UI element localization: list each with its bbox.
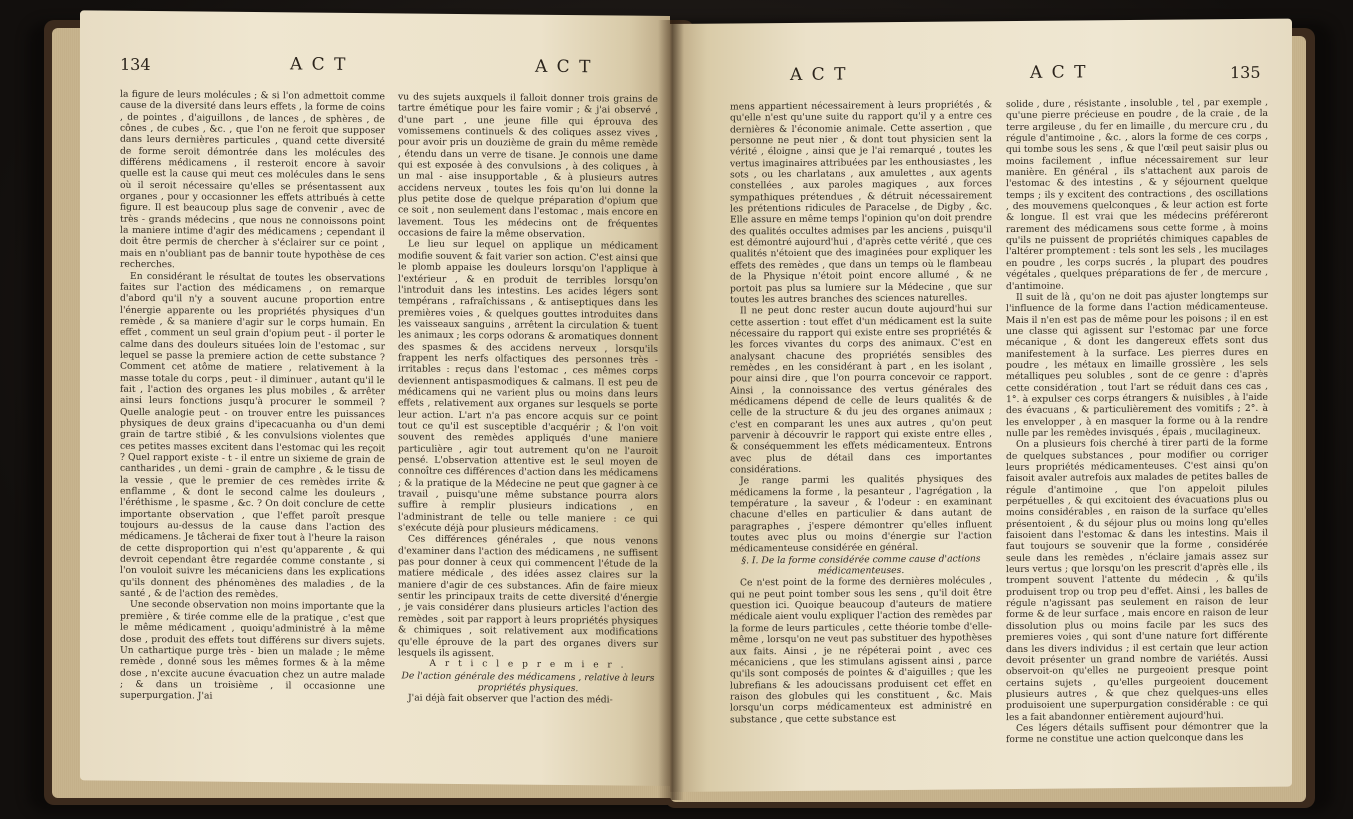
paragraph: mens appartient nécessairement à leurs propriétés , & qu'elle n'est qu'une suite du rapport qu'il y a entre ces dernières & l'économie animale. Cette assertion , que personne ne peut nier , & dont tout physicien sent la vérité , éloigne , ainsi que je l'ai remarqué , toutes les vertus imaginaires attribuées par les enthousiastes , les sots , ou les charlatans , aux amulettes , aux agents constellées , aux paroles magiques , aux forces sympathiques prétendues , & détruit nécessairement les prétentions ridicules de Paracelse , de Digby , &c. Elle assure en même temps l'opinion qu'on doit prendre des qualités occultes admises par les anciens , puisqu'il est démontré aujourd'hui , d'après cette vérité , que ces qualités n'étoient que des imaginées pour expliquer les effets des remèdes , que dans un temps où le flambeau de la Physique n'étoit point encore allumé , & ne portoit pas plus sa lumiere sur la Médecine , que sur toutes les autres branches des sciences naturelles. (730, 99, 992, 306)
text-column-right-2 (1006, 97, 1268, 746)
paragraph: Le lieu sur lequel on applique un médicament modifie souvent & fait varier son action. C'est ainsi que le plomb appaise les douleurs lorsqu'on l'applique à l'extérieur , & en produit de terribles lorsqu'on l'introduit dans les intestins. Les acides légers sont tempérans , rafraîchissans , & antiseptiques dans les premières voies , & quelques gouttes introduites dans les vaisseaux sanguins , arrêtent la circulation & tuent les animaux ; les corps odorans & aromatiques donnent des spasmes & des accidens nerveux , lorsqu'ils frappent les nerfs olfactiques des personnes très - irritables : reçus dans l'estomac , ces mêmes corps deviennent antispasmodiques & calmans. Il est peu de médicamens qui ne varient plus ou moins dans leurs effets , relativement aux organes sur lesquels se porte leur action. L'art n'a pas encore acquis sur ce point tout ce qu'il est susceptible d'acquérir ; & l'on voit souvent des remèdes appliqués d'une maniere particulière , agir tout autrement qu'on ne l'auroit pensé. L'observation attentive est le seul moyen de connoître ces différences d'action dans les médicamens ; & la pratique de la Médecine ne peut que gagner à ce travail , puisqu'une même substance pourra alors suffire à remplir plusieurs indications , en l'administrant de telle ou telle maniere : ce qui s'exécute déjà pour plusieurs médicamens. (398, 238, 659, 536)
paragraph: On a plusieurs fois cherché à tirer parti de la forme de quelques substances , pour modifier ou corriger leurs propriétés médicamenteuses. C'est ainsi qu'on faisoit avaler autrefois aux malades de petites balles de régule d'antimoine , que l'on appeloit pilules perpétuelles , & qui excitoient des évacuations plus ou moins considérables , en raison de la surface qu'elles présentoient , & du séjour plus ou moins long qu'elles faisoient dans l'estomac & dans les intestins. Mais il faut toujours se souvenir que la forme , considérée seule dans les remèdes , n'éclaire jamais assez sur leurs vertus ; que lorsqu'on les prescrit d'après elle , ils trompent souvent l'attente du médecin , & qu'ils produisent trop ou trop peu d'effet. Ainsi , les balles de régule n'agissant pas seulement en raison de leur forme & de leur surface , mais encore en raison de leur dissolution plus ou moins facile par les sucs des premieres voies , qui sont d'une nature fort différente dans les divers individus ; il est certain que leur action devoit présenter un grand nombre de variétés. Aussi observoit-on qu'elles ne purgeoient presque point certains sujets , qu'elles purgeoient doucement plusieurs autres , & que chez quelques-uns elles produisoient une superpurgation considérable : ce qui les a fait abandonner entièrement aujourd'hui. (1006, 437, 1268, 723)
paragraph: vu des sujets auxquels il falloit donner trois grains de tartre émétique pour les faire vomir ; & j'ai observé , d'une part , une jeune fille qui éprouva des vomissemens continuels & des coliques assez vives , pour avoir pris un douzième de grain du même remède , étendu dans un verre de tisane. Je connois une dame qui est exposée à des convulsions , à des coliques , à un mal - aise insupportable , & à plusieurs autres accidens nerveux , toutes les fois qu'on lui donne la plus petite dose de quelque préparation d'opium que ce soit , non seulement dans l'estomac , mais encore en lavement. Tous les médecins ont de fréquentes occasions de faire la même observation. (398, 91, 658, 241)
book-gutter (658, 20, 684, 800)
paragraph: Ces légers détails suffisent pour démontrer que la forme ne constitue une action quelconque dans les (1006, 720, 1268, 746)
paragraph: la figure de leurs molécules ; & si l'on admettoit comme cause de la diversité dans leurs effets , la forme de coins , de pointes , d'aiguillons , de lances , de sphères , de cônes , de cubes , &c. , que l'on ne feroit que supposer dans leurs dernières particules , quand cette diversité de forme seroit démontrée dans les molécules des différens médicamens , il resteroit encore à savoir quelle est la cause qui meut ces molécules dans le sens où il seroit nécessaire qu'elles se présentassent aux organes , pour y occasionner les effets attribués à cette figure. Il est beaucoup plus sage de convenir , avec de très - grands médecins , que nous ne connoissons point la maniere intime d'agir des médicamens ; cependant il doit être permis de chercher à s'éclairer sur ce point , mais en n'oubliant pas de bannir toute hypothèse de ces recherches. (120, 88, 385, 271)
running-header-left-col2: A C T (535, 56, 593, 78)
running-header-left: A C T (290, 54, 348, 75)
paragraph: Il suit de là , qu'on ne doit pas ajuster longtemps sur l'influence de la forme dans l'action médicamenteuse. Mais il n'en est pas de même pour les poisons ; il en est une classe qui agissent sur l'estomac par une force mécanique , & dont les dangereux effets sont dus manifestement à la surface. Les pierres dures en poudre , les métaux en limaille grossière , les sels métalliques peu solubles , sont de ce genre : d'après cette considération , tout l'art se réduit dans ces cas , 1°. à expulser ces corps étrangers & nuisibles , à l'aide des évacuans , & particulièrement des vomitifs ; 2°. à les envelopper , à en masquer la forme ou à la rendre nulle par les remèdes invisqués , épais , mucilagineux. (1006, 289, 1268, 440)
text-column-left-1 (120, 89, 385, 704)
right-page (670, 19, 1292, 792)
paragraph: Ce n'est point de la forme des dernières molécules , qui ne peut point tomber sous les sens , qu'il doit être question ici. Quoique beaucoup d'auteurs de matiere médicale aient voulu expliquer l'action des remèdes par la forme de leurs particules , cette théorie tombe d'elle-même , lorsqu'on ne veut pas substituer des hypothèses aux faits. Ainsi , je ne répéterai point , avec ces mécaniciens , que les stimulans agissent ainsi , parce qu'ils sont composés de pointes & d'aiguilles ; que les lubrefians & les adoucissans produisent cet effet en raison des globules qui les constituent , &c. Mais lorsqu'un corps médicamenteux est administré en substance , que cette substance est (730, 575, 992, 726)
article-subtitle: De l'action générale des médicamens , relative à leurs propriétés physiques. (401, 669, 655, 694)
running-header-right-col1: A C T (790, 64, 848, 85)
running-header-right: A C T (1030, 62, 1088, 83)
paragraph: En considérant le résultat de toutes les observations faites sur l'action des médicamens , on remarque d'abord qu'il n'y a souvent aucune proportion entre l'énergie apparente ou les propriétés physiques d'un remède , & sa maniere d'agir sur le corps humain. En effet , comment un seul grain d'opium peut - il porter le calme dans des douleurs situées loin de l'estomac , sur lequel se passe la premiere action de cette substance ? Comment cet atôme de matiere , relativement à la masse totale du corps , peut - il diminuer , autant qu'il le fait , l'action des organes les plus mobiles , & arrêter ainsi leurs fonctions jusqu'à procurer le sommeil ? Quelle analogie peut - on trouver entre les puissances physiques de deux grains d'ipecacuanha ou d'un demi grain de tartre stibié , & les convulsions violentes que ces petites masses excitent dans l'estomac qui les reçoit ? Quel rapport existe - t - il entre un sixieme de grain de cantharides , un demi - grain de camphre , & le tissu de la vessie , que le premier de ces remèdes irrite & enflamme , & dont le second calme les douleurs , l'éréthisme , le spasme , &c. ? On doit conclure de cette importante observation , que l'effet paroît presque toujours au-dessus de la cause dans l'action des médicamens. Je tâcherai de fixer tout à l'heure la raison de cette disproportion qui n'est qu'apparente , & qui devroit cependant être regardée comme constante , si l'on vouloit suivre les mécaniciens dans les explications qu'ils donnent des phénomènes des maladies , de la santé , & de l'action des remèdes. (120, 270, 385, 601)
text-column-left-2 (398, 91, 658, 706)
section-title: §. I. De la forme considérée comme cause d'actions médicamenteuses. (741, 553, 981, 577)
paragraph: Ces différences générales , que nous venons d'examiner dans l'action des médicamens , ne suffisent pas pour donner à ceux qui commencent l'étude de la matiere médicale , des idées assez claires sur la maniere d'agir de ces substances. Afin de faire mieux sentir les principaux traits de cette diversité d'énergie , je vais considérer dans plusieurs articles l'action des remèdes , soit par rapport à leurs propriétés physiques & chimiques , soit relativement aux modifications qu'elle éprouve de la part des organes divers sur lesquels ils agissent. (398, 533, 658, 660)
page-number-left: 134 (120, 54, 151, 75)
paragraph: Je range parmi les qualités physiques des médicamens la forme , la pesanteur , l'agrégation , la température , la saveur , & l'odeur : en examinant chacune d'elles en particulier & dans autant de paragraphes , j'espere démontrer qu'elles influent toutes avec plus ou moins d'énergie sur l'action médicamenteuse considérée en général. (730, 473, 992, 555)
text-column-right-1 (730, 99, 992, 725)
paragraph: J'ai déjà fait observer que l'action des médi- (408, 692, 613, 706)
paragraph: Une seconde observation non moins importante que la première , & tirée comme elle de la pratique , c'est que le même médicament , quoiqu'administré à la même dose , produit des effets tout différens sur divers sujets. Un cathartique purge très - bien un malade ; le même remède , donné sous les mêmes formes & à la même dose , n'excite aucune évacuation chez un autre malade ; & dans un troisième , il occasionne une superpurgation. J'ai (120, 599, 385, 702)
article-title: A r t i c l e p r e m i e r . (429, 658, 627, 671)
paragraph: Il ne peut donc rester aucun doute aujourd'hui sur cette assertion : tout effet d'un médicament est la suite nécessaire du rapport qui existe entre ses propriétés & les forces vivantes du corps des animaux. C'est en analysant chacune des propriétés sensibles des remèdes , en les considérant à part , en les isolant , pour ainsi dire , que l'on pourra concevoir ce rapport. Ainsi , la connoissance des vertus générales des médicamens dépend de celle de leurs qualités & de celle de la structure & du jeu des organes animaux ; c'est en comparant les unes aux autres , qu'on peut parvenir à découvrir le rapport qui existe entre elles , & conséquemment les effets médicamenteux. Entrons avec plus de détail dans ces importantes considérations. (730, 303, 992, 476)
left-page (80, 10, 670, 786)
page-number-right: 135 (1230, 62, 1261, 83)
paragraph: solide , dure , résistante , insoluble , tel , par exemple , qu'une pierre précieuse en poudre , de la craie , de la terre argileuse , du fer en limaille , du mercure cru , du régule d'antimoine , &c. , alors la forme de ces corps , qui tombe sous les sens , & que l'œil peut saisir plus ou moins facilement , influe nécessairement sur leur manière. En général , ils s'attachent aux parois de l'estomac & des intestins , & y séjournent quelque temps ; ils y excitent des contractions , des oscillations , des mouvemens quelconques , & leur action est forte & longue. Il est vrai que les médecins préféreront rarement des médicamens sous cette forme , à moins qu'ils ne puissent de propriétés chimiques capables de l'altérer promptement : tels sont les sels , les mucilages en poudre , les corps sucrés , la plupart des poudres végétales , quelques préparations de fer , de mercure , d'antimoine. (1006, 96, 1268, 292)
